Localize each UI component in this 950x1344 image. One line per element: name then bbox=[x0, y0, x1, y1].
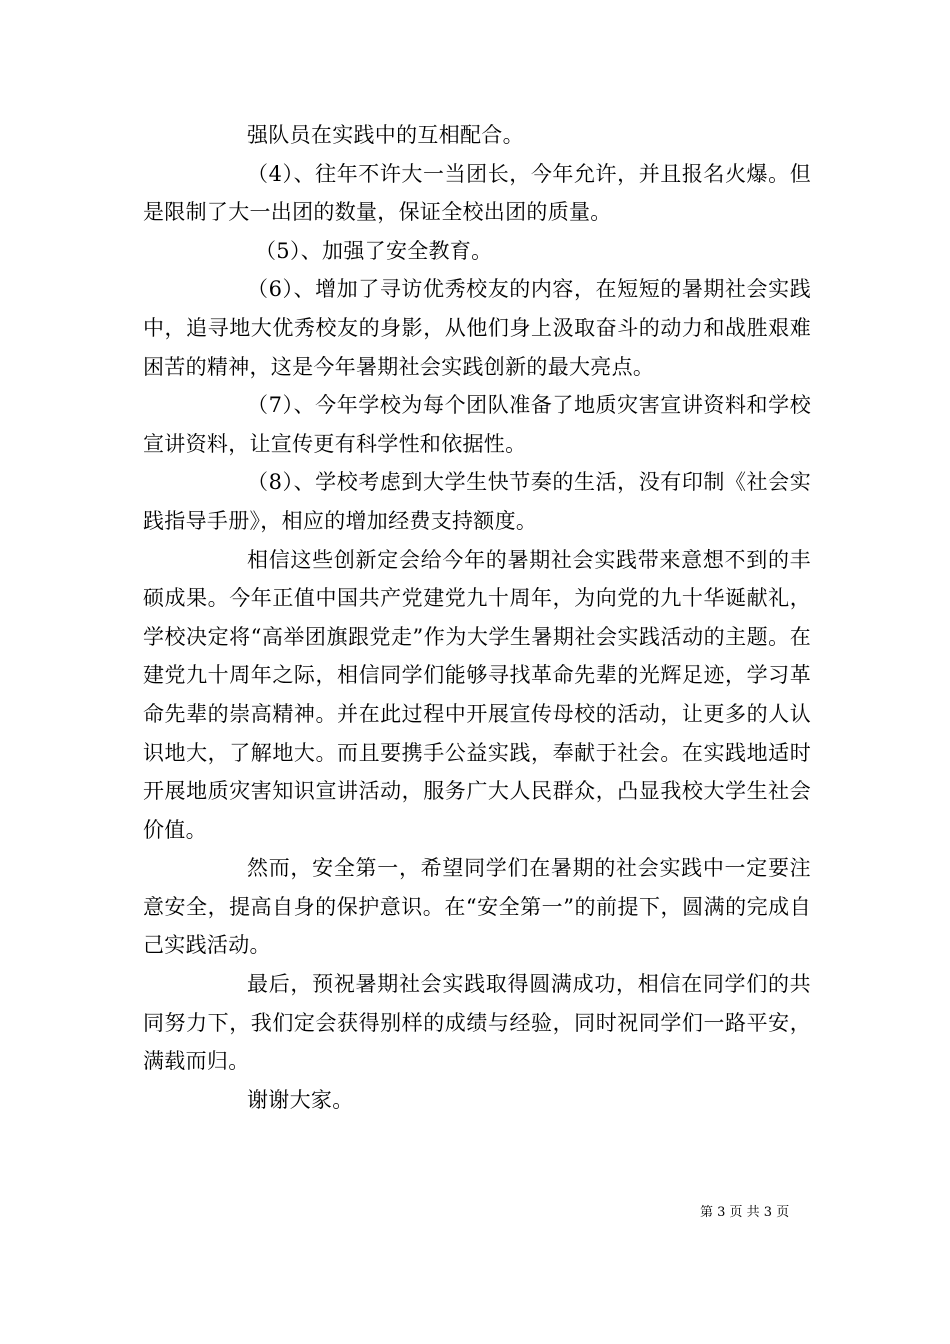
document-body bbox=[143, 116, 811, 1119]
paragraph-innovation-results: 相信这些创新定会给今年的暑期社会实践带来意想不到的丰硕成果。今年正值中国共产党建党九十周年，为向党的九十华诞献礼，学校决定将“高举团旗跟党走”作为大学生暑期社会实践活动的主题。在建党九十周年之际，相信同学们能够寻找革命先辈的光辉足迹，学习革命先辈的崇高精神。并在此过程中开展宣传母校的活动，让更多的人认识地大，了解地大。而且要携手公益实践，奉献于社会。在实践地适时开展地质灾害知识宣讲活动，服务广大人民群众，凸显我校大学生社会价值。 bbox=[143, 547, 811, 842]
paragraph-item-6: （6）、增加了寻访优秀校友的内容，在短短的暑期社会实践中，追寻地大优秀校友的身影，从他们身上汲取奋斗的动力和战胜艰难困苦的精神，这是今年暑期社会实践创新的最大亮点。 bbox=[143, 277, 811, 379]
paragraph-safety: 然而，安全第一，希望同学们在暑期的社会实践中一定要注意安全，提高自身的保护意识。在“安全第一”的前提下，圆满的完成自己实践活动。 bbox=[143, 856, 811, 958]
paragraph-closing-wishes: 最后，预祝暑期社会实践取得圆满成功，相信在同学们的共同努力下，我们定会获得别样的成绩与经验，同时祝同学们一路平安，满载而归。 bbox=[143, 972, 811, 1074]
paragraph-item-4: （4）、往年不许大一当团长，今年允许，并且报名火爆。但是限制了大一出团的数量，保证全校出团的质量。 bbox=[143, 161, 811, 225]
paragraph-item-5: （5）、加强了安全教育。 bbox=[255, 238, 493, 263]
paragraph-thanks: 谢谢大家。 bbox=[247, 1087, 354, 1112]
paragraph-continuation: 强队员在实践中的互相配合。 bbox=[247, 123, 524, 147]
paragraph-item-7: （7）、今年学校为每个团队准备了地质灾害宣讲资料和学校宣讲资料，让宣传更有科学性和依据性。 bbox=[143, 393, 811, 456]
paragraph-item-8: （8）、学校考虑到大学生快节奏的生活，没有印制《社会实践指导手册》，相应的增加经费支持额度。 bbox=[143, 470, 811, 533]
page-number-footer: 第 3 页 共 3 页 bbox=[700, 1205, 790, 1220]
